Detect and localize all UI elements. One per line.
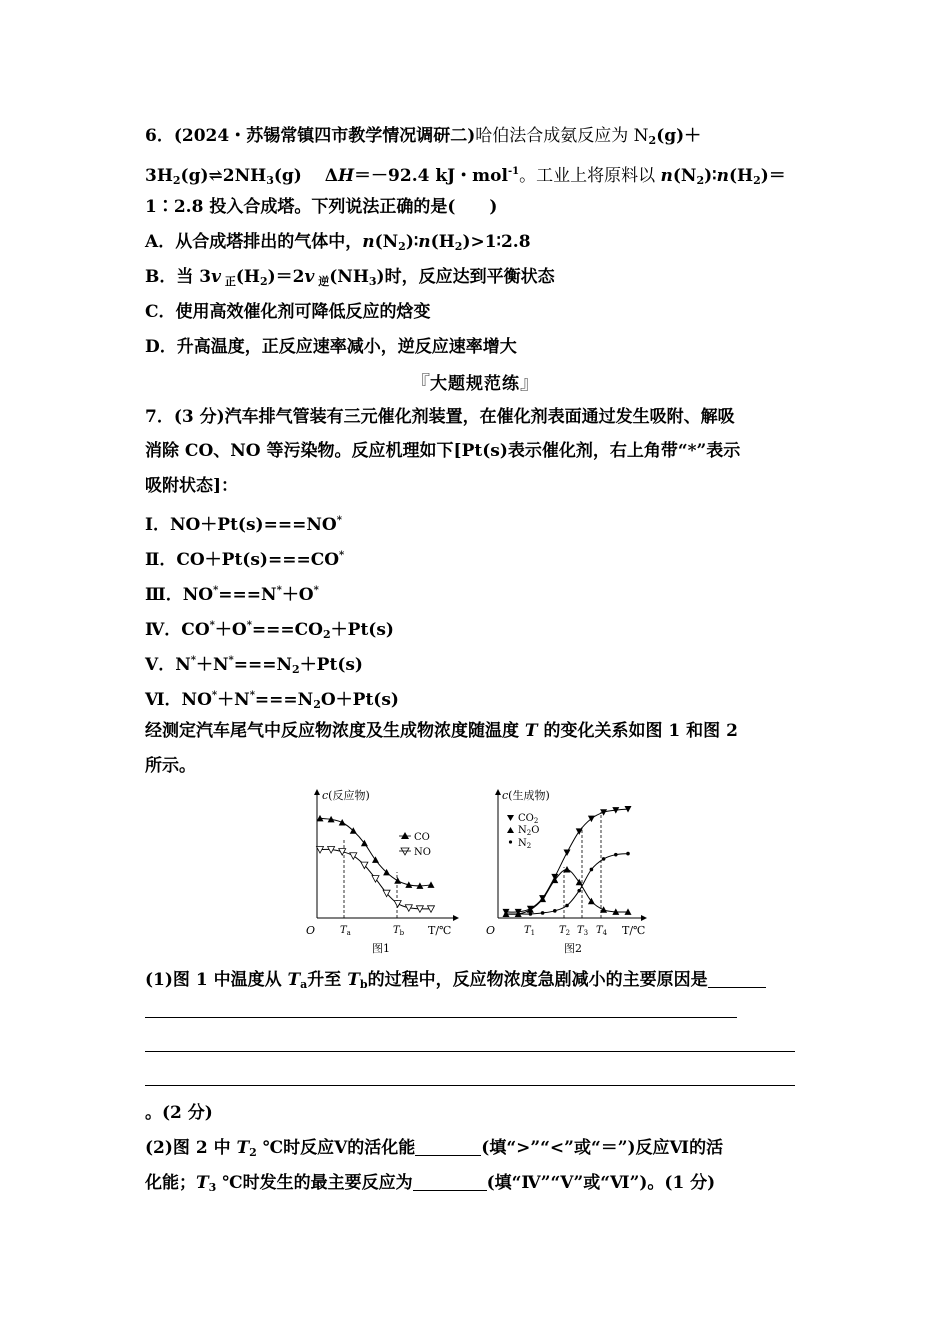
section-bracket-right: 』 xyxy=(520,372,540,394)
chart2-point-2-1 xyxy=(516,912,520,916)
q7-part2-line-2: 化能；$T_3$ ℃时发生的最主要反应为 (填“Ⅳ”“Ⅴ”或“Ⅵ”)。(1 分) xyxy=(145,1173,716,1194)
chart1-point-0-5 xyxy=(372,856,379,863)
q7-part1-line: (1)图 1 中温度从 $T_a$升至 $T_b$的过程中，反应物浓度急剧减小的主要原因是 xyxy=(145,968,766,997)
chart2-point-2-8 xyxy=(602,857,606,861)
q6-option-d[interactable]: D．升高温度，正反应速率减小，逆反应速率增大 xyxy=(145,337,517,357)
fig2-ylabel: c(生成物) xyxy=(502,789,550,802)
chart1-point-0-2 xyxy=(339,819,346,826)
answer-line-2[interactable] xyxy=(145,1051,795,1052)
chart2-point-2-2 xyxy=(529,912,533,916)
figure-concentration-vs-temperature xyxy=(306,782,656,960)
chart1-point-1-7 xyxy=(394,901,401,908)
chart1-point-1-3 xyxy=(350,853,357,860)
reaction-1: Ⅰ．NO＋Pt(s)===NO* xyxy=(145,515,342,535)
fig2-xlabel: T/℃ xyxy=(622,924,646,937)
answer-line-1[interactable] xyxy=(145,1017,737,1018)
fig2-tick-t4: $T_4$ xyxy=(596,925,608,937)
q6-line-2: $3H_2(g)\rightleftharpoons 2NH_3(g)$ ΔH＝－92.4 kJ・mol$^{-1}$。工业上将原料以 $n(N_2)∶n(H_2)=$ xyxy=(145,166,786,187)
fig1-tick-ta: $T_a$ xyxy=(340,925,351,937)
reaction-2: Ⅱ．CO＋Pt(s)===CO* xyxy=(145,550,345,570)
chart2-point-2-7 xyxy=(590,868,594,872)
section-bracket-left: 『 xyxy=(410,372,430,394)
fig2-legend-n2-marker xyxy=(509,840,512,843)
q6-line-3: 1∶2.8 投入合成塔。下列说法正确的是( ) xyxy=(145,197,498,217)
chart2-point-2-5 xyxy=(565,904,569,908)
fig2-caption: 图2 xyxy=(564,942,582,955)
q6-line-1: 6．(2024・苏锡常镇四市教学情况调研二)哈伯法合成氨反应为 $N_2(g)+$ xyxy=(145,126,702,147)
q6-option-a[interactable]: A．从合成塔排出的气体中，$n(N_2)∶n(H_2)>1∶2.8$ xyxy=(145,232,531,253)
fig1-ylabel: c(反应物) xyxy=(322,789,370,802)
q7-description-1: 经测定汽车尾气中反应物浓度及生成物浓度随温度 T 的变化关系如图 1 和图 2 xyxy=(145,721,738,741)
fig1-origin: O xyxy=(306,924,316,937)
chart1-point-0-7 xyxy=(394,877,401,884)
fig1-legend-no: NO xyxy=(414,847,431,858)
chart2-point-0-5 xyxy=(564,850,571,857)
q6-option-c[interactable]: C．使用高效催化剂可降低反应的焓变 xyxy=(145,302,431,322)
q7-line-1: 7．(3 分)汽车排气管装有三元催化剂装置，在催化剂表面通过发生吸附、解吸 xyxy=(145,407,735,427)
reaction-6: Ⅵ．$NO^*+N^*===N_2O+Pt(s)$ xyxy=(145,690,399,711)
section-title: 大题规范练 xyxy=(430,374,520,394)
fig1-legend-no-marker xyxy=(401,848,409,855)
fig2-tick-t1: $T_1$ xyxy=(524,925,536,937)
fig2-origin: O xyxy=(486,924,496,937)
fig2-legend-n2: $N_2$ xyxy=(518,838,532,850)
fig1 xyxy=(306,788,456,955)
chart2-point-1-5 xyxy=(564,866,571,873)
chart2-point-2-9 xyxy=(614,853,618,857)
reaction-4: Ⅳ．$CO^*+O^*===CO_2+Pt(s)$ xyxy=(145,620,394,641)
answer-blank-2a[interactable] xyxy=(415,1137,481,1156)
answer-blank-2b[interactable] xyxy=(413,1172,487,1191)
fig2-legend-co2: $CO_2$ xyxy=(518,813,539,825)
chart2-point-2-6 xyxy=(577,889,581,893)
reaction-5: Ⅴ．$N^*+N^*===N_2+Pt(s)$ xyxy=(145,655,363,676)
q7-description-2: 所示。 xyxy=(145,756,196,776)
chart2-series-line-1 xyxy=(506,869,628,914)
fig1-legend-co: CO xyxy=(414,832,430,843)
fig1-tick-tb: $T_b$ xyxy=(393,925,405,937)
fig2-tick-t2: $T_2$ xyxy=(559,925,571,937)
chart2-point-2-3 xyxy=(541,911,545,915)
section-header xyxy=(0,368,950,395)
chart1-point-0-10 xyxy=(428,881,435,888)
fig2-legend-co2-marker xyxy=(507,815,514,821)
fig1-xlabel: T/℃ xyxy=(428,924,452,937)
fig2 xyxy=(486,788,645,955)
fig1-caption: 图1 xyxy=(372,942,390,955)
fig2-legend-n2o: $N_2O$ xyxy=(518,825,540,837)
fig2-legend-n2o-marker xyxy=(507,827,514,833)
fig1-legend-co-marker xyxy=(401,832,409,839)
q7-line-2: 消除 CO、NO 等污染物。反应机理如下[Pt(s)表示催化剂，右上角带“*”表示 xyxy=(145,441,741,461)
reaction-3: Ⅲ．NO*===N*＋O* xyxy=(145,585,319,605)
q7-line-3: 吸附状态]： xyxy=(145,476,239,496)
fig2-tick-t3: $T_3$ xyxy=(577,925,589,937)
q6-option-b[interactable]: B．当 3v $_正(H_2)=2v$ $_逆(NH_3)$时，反应达到平衡状态 xyxy=(145,267,555,288)
fig1-plot-area xyxy=(317,815,435,912)
chart2-point-2-10 xyxy=(626,852,630,856)
q7-part1-end: 。(2 分) xyxy=(145,1103,213,1123)
answer-line-3[interactable] xyxy=(145,1085,795,1086)
chart2-point-2-4 xyxy=(553,909,557,913)
q7-part2-line-1: (2)图 2 中 $T_2$ ℃时反应Ⅴ的活化能 (填“>”“<”或“＝”)反应Ⅵ的活 xyxy=(145,1138,724,1159)
chart2-point-2-0 xyxy=(504,912,508,916)
answer-blank-1a[interactable] xyxy=(708,969,766,988)
